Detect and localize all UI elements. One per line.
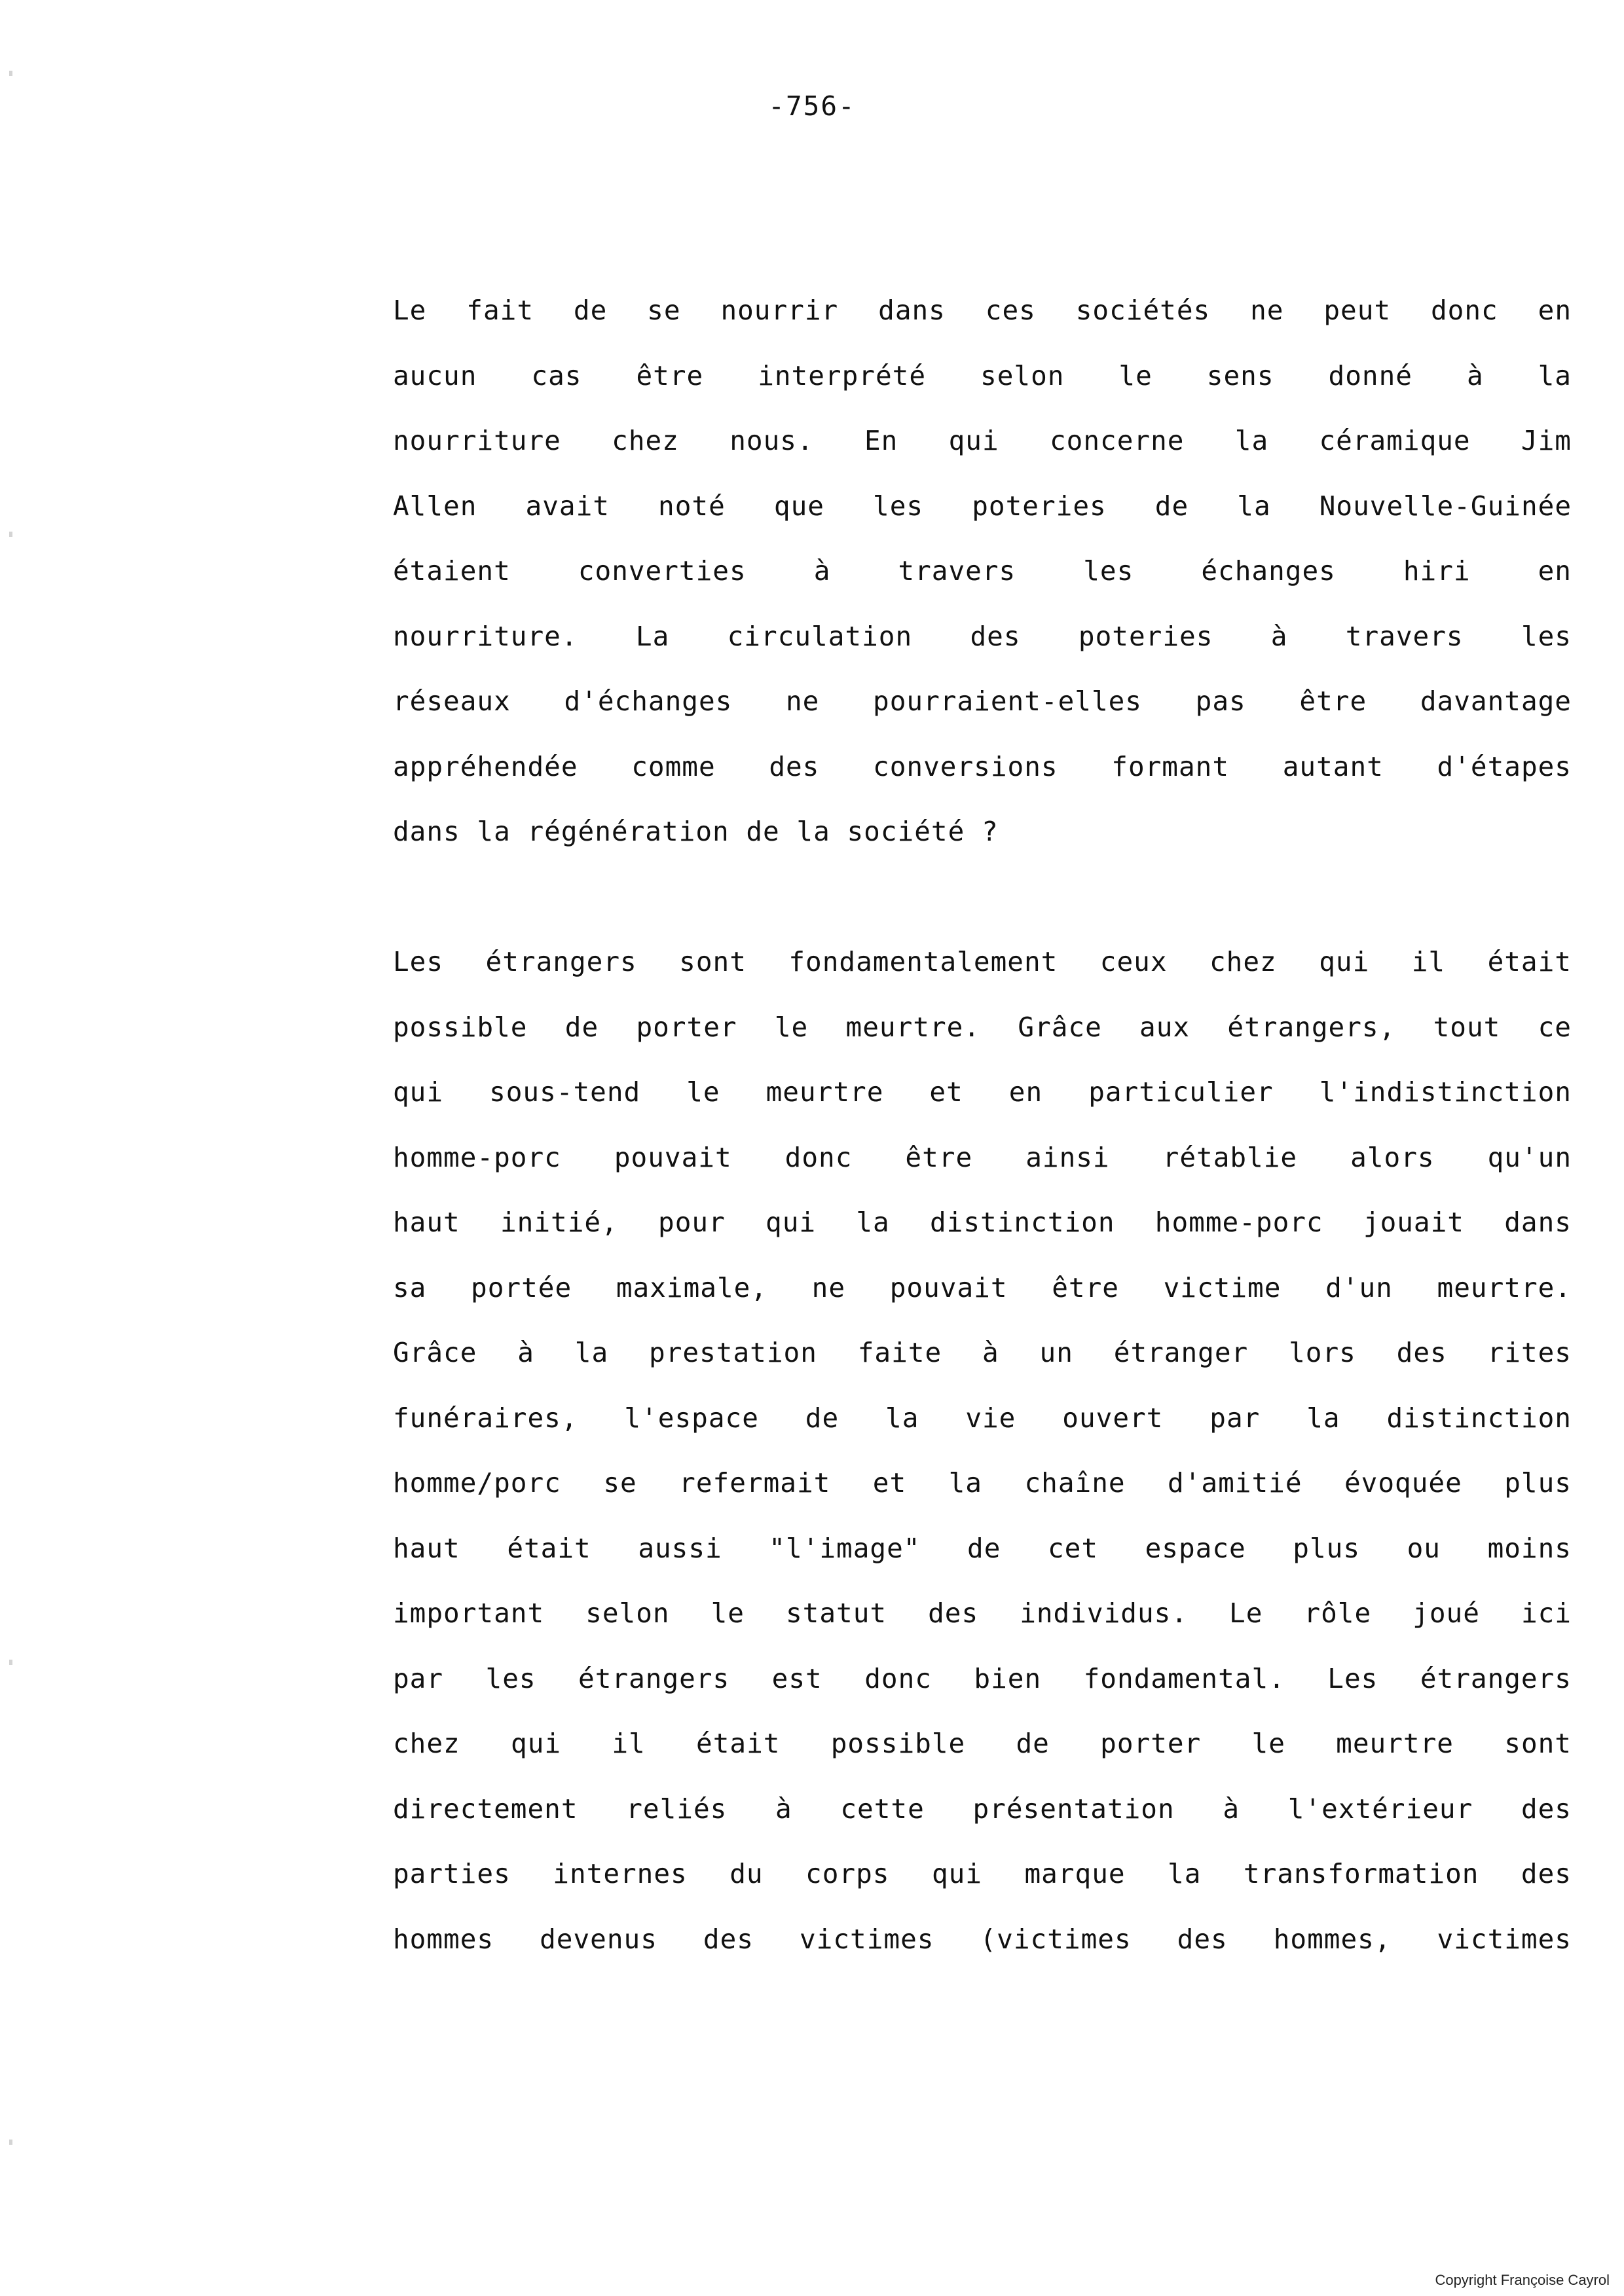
text-line: funéraires, l'espace de la vie ouvert par la distinction: [393, 1402, 1572, 1434]
scan-speck: [9, 71, 12, 76]
text-line: Les étrangers sont fondamentalement ceux chez qui il était: [393, 946, 1572, 977]
text-line: qui sous-tend le meurtre et en particulier l'indistinction: [393, 1076, 1572, 1108]
text-line: important selon le statut des individus. Le rôle joué ici: [393, 1597, 1572, 1629]
text-line: appréhendée comme des conversions formant autant d'étapes: [393, 750, 1572, 782]
paragraph-2: [393, 930, 1572, 1972]
paragraph-1: [393, 278, 1572, 865]
text-line: chez qui il était possible de porter le meurtre sont: [393, 1728, 1572, 1759]
text-line: homme/porc se refermait et la chaîne d'amitié évoquée plus: [393, 1467, 1572, 1499]
text-line: dans la régénération de la société ?: [393, 816, 999, 847]
text-line: réseaux d'échanges ne pourraient-elles pas être davantage: [393, 685, 1572, 717]
text-line: Allen avait noté que les poteries de la Nouvelle-Guinée: [393, 490, 1572, 522]
text-line: hommes devenus des victimes (victimes des hommes, victimes: [393, 1923, 1572, 1955]
page-number: -756-: [768, 90, 856, 122]
text-line: étaient converties à travers les échanges hiri en: [393, 555, 1572, 587]
text-line: directement reliés à cette présentation à l'extérieur des: [393, 1793, 1572, 1825]
text-line: Grâce à la prestation faite à un étranger lors des rites: [393, 1337, 1572, 1368]
text-line: par les étrangers est donc bien fondamental. Les étrangers: [393, 1662, 1572, 1694]
copyright-notice: Copyright Françoise Cayrol: [1435, 2272, 1610, 2288]
text-line: aucun cas être interprété selon le sens donné à la: [393, 359, 1572, 392]
text-line: haut initié, pour qui la distinction homme-porc jouait dans: [393, 1207, 1572, 1238]
text-line: sa portée maximale, ne pouvait être victime d'un meurtre.: [393, 1271, 1572, 1303]
text-line: nourriture. La circulation des poteries à travers les: [393, 620, 1572, 652]
scan-speck: [9, 2140, 12, 2145]
scan-speck: [9, 1660, 12, 1665]
scan-speck: [9, 532, 12, 537]
text-line: Le fait de se nourrir dans ces sociétés ne peut donc en: [393, 295, 1572, 326]
text-line: haut était aussi "l'image" de cet espace plus ou moins: [393, 1532, 1572, 1564]
text-line: possible de porter le meurtre. Grâce aux étrangers, tout ce: [393, 1011, 1572, 1043]
text-line: nourriture chez nous. En qui concerne la céramique Jim: [393, 425, 1572, 456]
text-line: homme-porc pouvait donc être ainsi rétablie alors qu'un: [393, 1141, 1572, 1173]
text-line: parties internes du corps qui marque la transformation des: [393, 1858, 1572, 1889]
